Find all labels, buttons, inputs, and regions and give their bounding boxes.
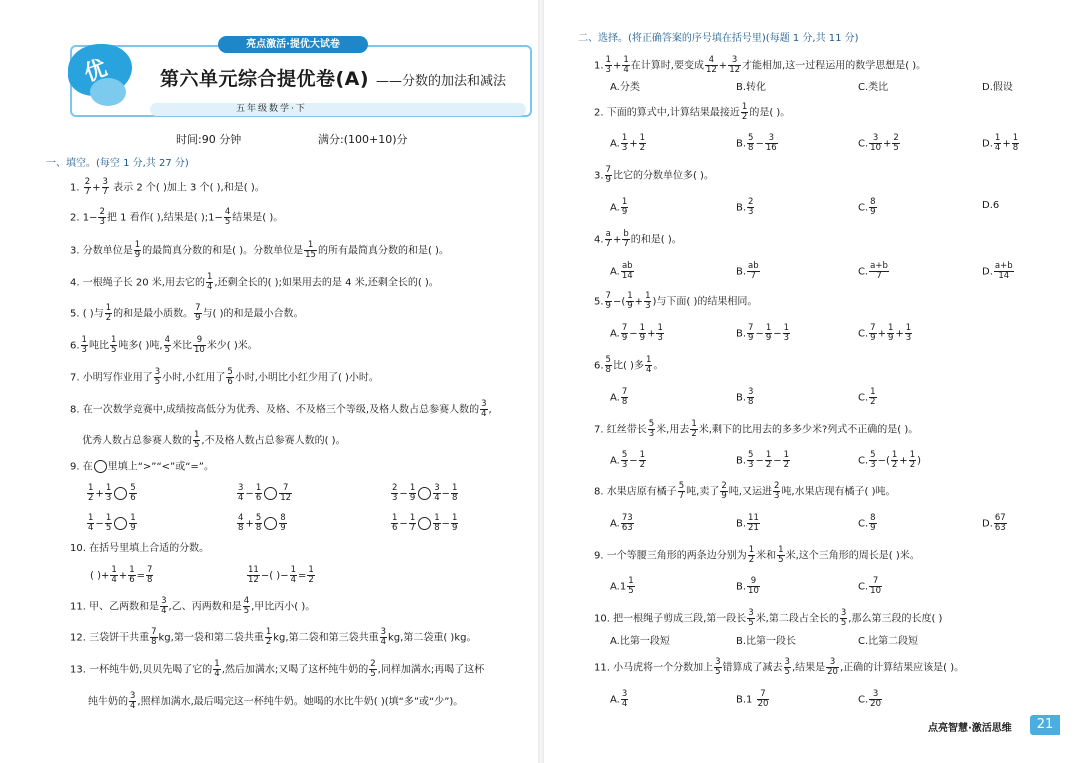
header-badge: 优	[81, 55, 111, 87]
section1-heading: 一、填空。(每空 1 分,共 27 分)	[46, 158, 189, 169]
s2-q7-opt-a: A. $\frac{5}{3}$ − $\frac{1}{2}$	[610, 450, 646, 470]
s2-q7-opt-c: C. $\frac{5}{3}$ −( $\frac{1}{2}$ + $\frac{1}{2}$ )	[858, 450, 922, 470]
s2-q11-opt-a: A. $\frac{3}{4}$	[610, 689, 628, 709]
s1-q1: 1. $\frac{2}{7}$ + $\frac{3}{7}$ 表示 2 个( )加上 3 个( ),和是( )。	[70, 177, 265, 197]
s2-q4-opt-d: D. $\frac{a+b}{14}$	[982, 261, 1013, 281]
s2-q6-opt-c: C. $\frac{1}{2}$	[858, 387, 876, 407]
s2-q10-opt-b: B.比第一段长	[736, 636, 797, 647]
s1-q10-prompt: 10. 在括号里填上合适的分数。	[70, 543, 210, 554]
s2-q3-opt-d: D.6	[982, 200, 1000, 211]
section2-heading: 二、选择。(将正确答案的序号填在括号里)(每题 1 分,共 11 分)	[578, 33, 859, 44]
s1-q10-item-1: ( )+ $\frac{1}{4}$ + $\frac{1}{6}$ = $\frac{7}{8}$	[90, 565, 153, 585]
s1-q9-prompt: 9. 在 里填上“>”“<”或“=”。	[70, 461, 214, 473]
s2-q8-opt-d: D. $\frac{67}{63}$	[982, 513, 1006, 533]
s2-q8-opt-a: A. $\frac{73}{63}$	[610, 513, 633, 533]
s2-q4-opt-a: A. $\frac{ab}{14}$	[610, 261, 633, 281]
page-title: 第六单元综合提优卷(A)	[160, 68, 370, 90]
s2-q6: 6. $\frac{5}{8}$ 比( )多 $\frac{1}{4}$ 。	[594, 355, 664, 375]
s2-q5: 5. $\frac{7}{9}$ −( $\frac{1}{9}$ + $\frac{1}{3}$ )与下面( )的结果相同。	[594, 291, 758, 311]
page-fold	[538, 0, 544, 763]
s2-q6-opt-a: A. $\frac{7}{8}$	[610, 387, 628, 407]
s2-q11-opt-c: C. $\frac{3}{20}$	[858, 689, 881, 709]
s1-q12: 12. 三袋饼干共重 $\frac{7}{8}$ kg,第一袋和第二袋共重 $\frac{1}{2}$ kg,第二袋和第三袋共重 $\frac{3}{4}$ kg,第二袋重( )kg。	[70, 627, 477, 647]
s2-q3-opt-c: C. $\frac{8}{9}$	[858, 197, 876, 217]
s2-q9-opt-a: A.1 $\frac{1}{5}$	[610, 576, 634, 596]
s1-q9-item-4: $\frac{1}{4}$ − $\frac{1}{5}$ $\frac{1}{9}$	[88, 513, 136, 533]
s2-q4-opt-c: C. $\frac{a+b}{7}$	[858, 261, 888, 281]
s2-q2-opt-c: C. $\frac{3}{10}$ + $\frac{2}{5}$	[858, 133, 899, 153]
s2-q1: 1. $\frac{1}{3}$ + $\frac{1}{4}$ 在计算时,要变成 $\frac{4}{12}$ + $\frac{3}{12}$ 才能相加,这一过程运用的数学思想是( )。	[594, 55, 927, 75]
s1-q10-item-2: $\frac{11}{12}$ −( )− $\frac{1}{4}$ = $\frac{1}{2}$	[248, 565, 314, 585]
s2-q1-opt-a: A.分类	[610, 82, 640, 93]
s2-q8-opt-c: C. $\frac{8}{9}$	[858, 513, 876, 533]
s2-q11: 11. 小马虎将一个分数加上 $\frac{3}{5}$ 错算成了减去 $\frac{3}{5}$ ,结果是 $\frac{3}{20}$ ,正确的计算结果应该是( )。	[594, 657, 965, 677]
s1-q13-line2: 纯牛奶的 $\frac{3}{4}$ ,照样加满水,最后喝完这一杯纯牛奶。她喝的水比牛奶( )(填“多”或“少”)。	[88, 691, 464, 711]
s2-q2-opt-a: A. $\frac{1}{3}$ + $\frac{1}{2}$	[610, 133, 646, 153]
s2-q9-opt-c: C. $\frac{7}{10}$	[858, 576, 881, 596]
s2-q1-opt-d: D.假设	[982, 82, 1013, 93]
s1-q9-item-3: $\frac{2}{3}$ − $\frac{1}{9}$ $\frac{3}{4}$ − $\frac{1}{8}$	[392, 483, 458, 503]
s2-q7-opt-b: B. $\frac{5}{3}$ − $\frac{1}{2}$ − $\frac{1}{2}$	[736, 450, 790, 470]
s1-q2: 2. 1− $\frac{2}{3}$ 把 1 看作( ),结果是( );1− $\frac{4}{5}$ 结果是( )。	[70, 207, 284, 227]
s2-q3: 3. $\frac{7}{9}$ 比它的分数单位多( )。	[594, 165, 714, 185]
footer-brand: 点亮智慧·激活思维	[928, 723, 1012, 734]
s2-q8: 8. 水果店原有橘子 $\frac{5}{7}$ 吨,卖了 $\frac{2}{9}$ 吨,又运进 $\frac{2}{3}$ 吨,水果店现有橘子( )吨。	[594, 481, 896, 501]
grade-label: 五年级数学·下	[236, 104, 307, 114]
s2-q10-opt-c: C.比第二段短	[858, 636, 919, 647]
s1-q13-line1: 13. 一杯纯牛奶,贝贝先喝了它的 $\frac{1}{4}$ ,然后加满水;又喝了这杯纯牛奶的 $\frac{2}{5}$ ,同样加满水;再喝了这杯	[70, 659, 485, 679]
s1-q8-line2: 优秀人数占总参赛人数的 $\frac{1}{5}$ ,不及格人数占总参赛人数的( )。	[82, 430, 346, 450]
s1-q9-item-5: $\frac{4}{8}$ + $\frac{5}{8}$ $\frac{8}{9}$	[238, 513, 286, 533]
s2-q8-opt-b: B. $\frac{11}{21}$	[736, 513, 759, 533]
s2-q3-opt-b: B. $\frac{2}{3}$	[736, 197, 754, 217]
s2-q3-opt-a: A. $\frac{1}{9}$	[610, 197, 628, 217]
s2-q2-opt-d: D. $\frac{1}{4}$ + $\frac{1}{8}$	[982, 133, 1019, 153]
s1-q6: 6. $\frac{1}{3}$ 吨比 $\frac{1}{5}$ 吨多( )吨, $\frac{4}{5}$ 米比 $\frac{9}{10}$ 米少( )米。	[70, 335, 258, 355]
circle-icon	[94, 460, 107, 473]
s2-q2-opt-b: B. $\frac{5}{8}$ − $\frac{3}{16}$	[736, 133, 777, 153]
s2-q4-opt-b: B. $\frac{ab}{7}$	[736, 261, 759, 281]
s2-q5-opt-a: A. $\frac{7}{9}$ − $\frac{1}{9}$ + $\frac{1}{3}$	[610, 323, 663, 343]
s1-q7: 7. 小明写作业用了 $\frac{3}{5}$ 小时,小红用了 $\frac{5}{6}$ 小时,小明比小红少用了( )小时。	[70, 367, 379, 387]
s2-q9-opt-b: B. $\frac{9}{10}$	[736, 576, 759, 596]
s2-q11-opt-b: B.1 $\frac{7}{20}$	[736, 689, 769, 709]
page-number: 21	[1030, 715, 1060, 735]
s1-q11: 11. 甲、乙两数和是 $\frac{3}{4}$ ,乙、丙两数和是 $\frac{4}{5}$ ,甲比丙小( )。	[70, 596, 316, 616]
s2-q10: 10. 把一根绳子剪成三段,第一段长 $\frac{3}{5}$ 米,第二段占全长的 $\frac{3}{5}$ ,那么第三段的长度( )	[594, 608, 943, 628]
exam-time: 时间:90 分钟	[176, 133, 242, 146]
s1-q3: 3. 分数单位是 $\frac{1}{9}$ 的最简真分数的和是( )。分数单位是 $\frac{1}{15}$ 的所有最简真分数的和是( )。	[70, 240, 449, 260]
s2-q5-opt-b: B. $\frac{7}{9}$ − $\frac{1}{9}$ − $\frac{1}{3}$	[736, 323, 790, 343]
s2-q10-opt-a: A.比第一段短	[610, 636, 670, 647]
s2-q4: 4. $\frac{a}{7}$ + $\frac{b}{7}$ 的和是( )。	[594, 229, 682, 249]
page-subtitle: ——分数的加法和减法	[376, 74, 507, 89]
header-series-tab: 亮点激活·提优大试卷	[218, 36, 368, 53]
grade-bar	[150, 103, 526, 116]
exam-score: 满分:(100+10)分	[318, 133, 408, 146]
s1-q9-item-1: $\frac{1}{2}$ + $\frac{1}{3}$ $\frac{5}{6}$	[88, 483, 136, 503]
s2-q1-opt-b: B.转化	[736, 82, 767, 93]
s2-q5-opt-c: C. $\frac{7}{9}$ + $\frac{1}{9}$ + $\frac{1}{3}$	[858, 323, 912, 343]
s2-q2: 2. 下面的算式中,计算结果最接近 $\frac{1}{2}$ 的是( )。	[594, 102, 791, 122]
s1-q8-line1: 8. 在一次数学竞赛中,成绩按高低分为优秀、及格、不及格三个等级,及格人数占总参赛人数的 $\frac{3}{4}$ ,	[70, 399, 492, 419]
s1-q5: 5. ( )与 $\frac{1}{2}$ 的和是最小质数。 $\frac{7}{9}$ 与( )的和是最小合数。	[70, 303, 304, 323]
s2-q1-opt-c: C.类比	[858, 82, 889, 93]
s2-q6-opt-b: B. $\frac{3}{8}$	[736, 387, 754, 407]
s2-q7: 7. 红丝带长 $\frac{5}{3}$ 米,用去 $\frac{1}{2}$ 米,剩下的比用去的多多少米?列式不正确的是( )。	[594, 419, 919, 439]
s1-q9-item-2: $\frac{3}{4}$ − $\frac{1}{6}$ $\frac{7}{12}$	[238, 483, 292, 503]
s2-q9: 9. 一个等腰三角形的两条边分别为 $\frac{1}{2}$ 米和 $\frac{1}{5}$ 米,这个三角形的周长是( )米。	[594, 545, 920, 565]
s1-q9-item-6: $\frac{1}{6}$ − $\frac{1}{7}$ $\frac{1}{8}$ − $\frac{1}{9}$	[392, 513, 458, 533]
s1-q4: 4. 一根绳子长 20 米,用去它的 $\frac{1}{4}$ ,还剩全长的( );如果用去的是 4 米,还剩全长的( )。	[70, 272, 439, 292]
